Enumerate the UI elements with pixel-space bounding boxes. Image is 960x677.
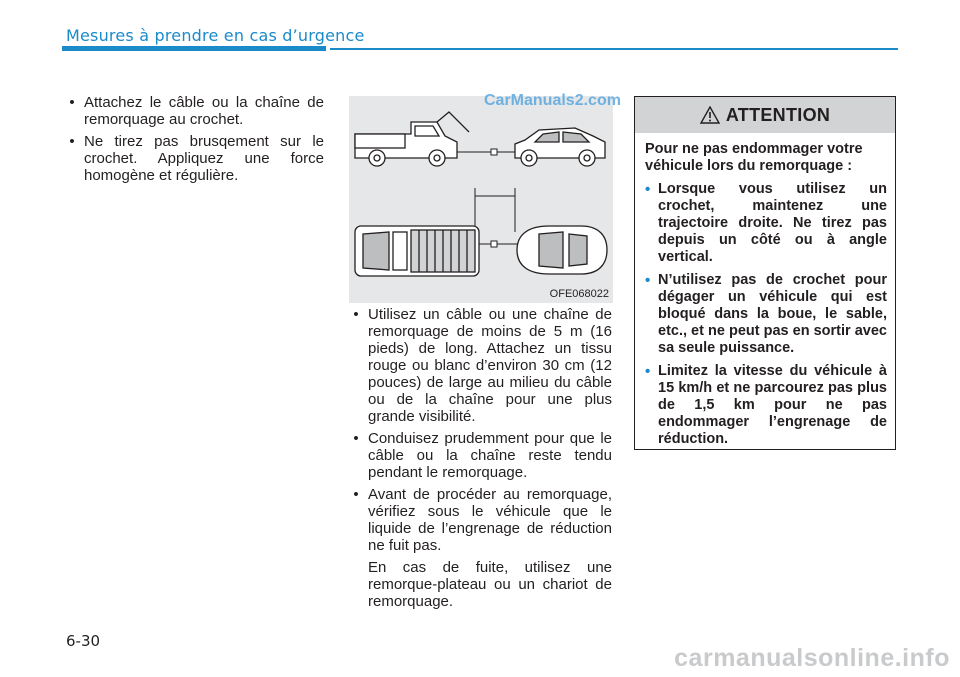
bullet-icon: • [645, 363, 651, 380]
sedan-top-view-icon [517, 226, 607, 274]
left-column [66, 94, 324, 189]
header-rule-thick [62, 46, 326, 51]
attention-header [635, 97, 895, 133]
attention-item-text: Lorsque vous utilisez un crochet, maintenez une trajectoire droite. Ne tirez pas depuis un côté ou à angle vertical. [658, 181, 887, 265]
list-item [645, 181, 887, 266]
attention-title: ATTENTION [725, 104, 831, 125]
header-rule-thin [330, 48, 898, 50]
list-item [645, 363, 887, 448]
bullet-icon: • [353, 430, 359, 447]
attention-item-text: N’utilisez pas de crochet pour dégager un véhicule qui est bloqué dans la boue, le sable, etc., et ne peut pas en sortir avec sa seule puissance. [658, 272, 887, 356]
list-item [66, 133, 324, 184]
cable-marker-bottom [491, 241, 497, 247]
section-title: Mesures à prendre en cas d’urgence [66, 26, 365, 45]
follow-paragraph: En cas de fuite, utilisez une remorque-plateau ou un chariot de remorquage. [368, 559, 612, 610]
list-item [350, 306, 612, 425]
list-item [66, 94, 324, 128]
attention-intro: Pour ne pas endommager votre véhicule lors du remorquage : [645, 141, 863, 174]
middle-column [350, 306, 612, 610]
bullet-text: Ne tirez pas brusqement sur le crochet. Appliquez une force homogène et régulière. [84, 133, 324, 184]
attention-box [634, 96, 896, 450]
bullet-text: Attachez le câble ou la chaîne de remorquage au crochet. [84, 94, 324, 128]
bullet-text: Avant de procéder au remorquage, vérifiez sous le véhicule que le liquide de l’engrenage de réduction ne fuit pas. [368, 486, 612, 554]
tow-truck-side-icon [355, 112, 469, 166]
bullet-icon: • [69, 133, 75, 150]
watermark-top: CarManuals2.com [484, 92, 621, 109]
watermark-bottom: carmanualsonline.info [674, 644, 950, 672]
bullet-text: Conduisez prudemment pour que le câble ou la chaîne reste tendu pendant le remorquage. [368, 430, 612, 481]
page-number: 6-30 [66, 632, 101, 650]
bullet-icon: • [645, 272, 651, 289]
warning-triangle-icon [700, 106, 720, 124]
bullet-icon: • [645, 181, 651, 198]
towing-diagram [349, 96, 613, 303]
list-item [350, 486, 612, 554]
bullet-icon: • [69, 94, 75, 111]
attention-item-text: Limitez la vitesse du véhicule à 15 km/h et ne parcourez pas plus de 1,5 km pour ne pas endommager l’engrenage de réduction. [658, 363, 887, 447]
list-item [350, 430, 612, 481]
list-item [645, 272, 887, 357]
towing-illustration [349, 96, 613, 303]
bullet-text: Utilisez un câble ou une chaîne de remorquage de moins de 5 m (16 pieds) de long. Attachez un tissu rouge ou blanc d’environ 30 cm (12 pouces) de large au milieu du câble ou de la chaîne pour une plus grande visibilité. [368, 306, 612, 425]
cable-marker-top [491, 149, 497, 155]
bullet-icon: • [353, 486, 359, 503]
attention-body [635, 133, 895, 448]
figure-code: OFE068022 [549, 288, 609, 300]
bullet-icon: • [353, 306, 359, 323]
suv-side-icon [515, 128, 605, 166]
pickup-top-view-icon [355, 226, 479, 276]
